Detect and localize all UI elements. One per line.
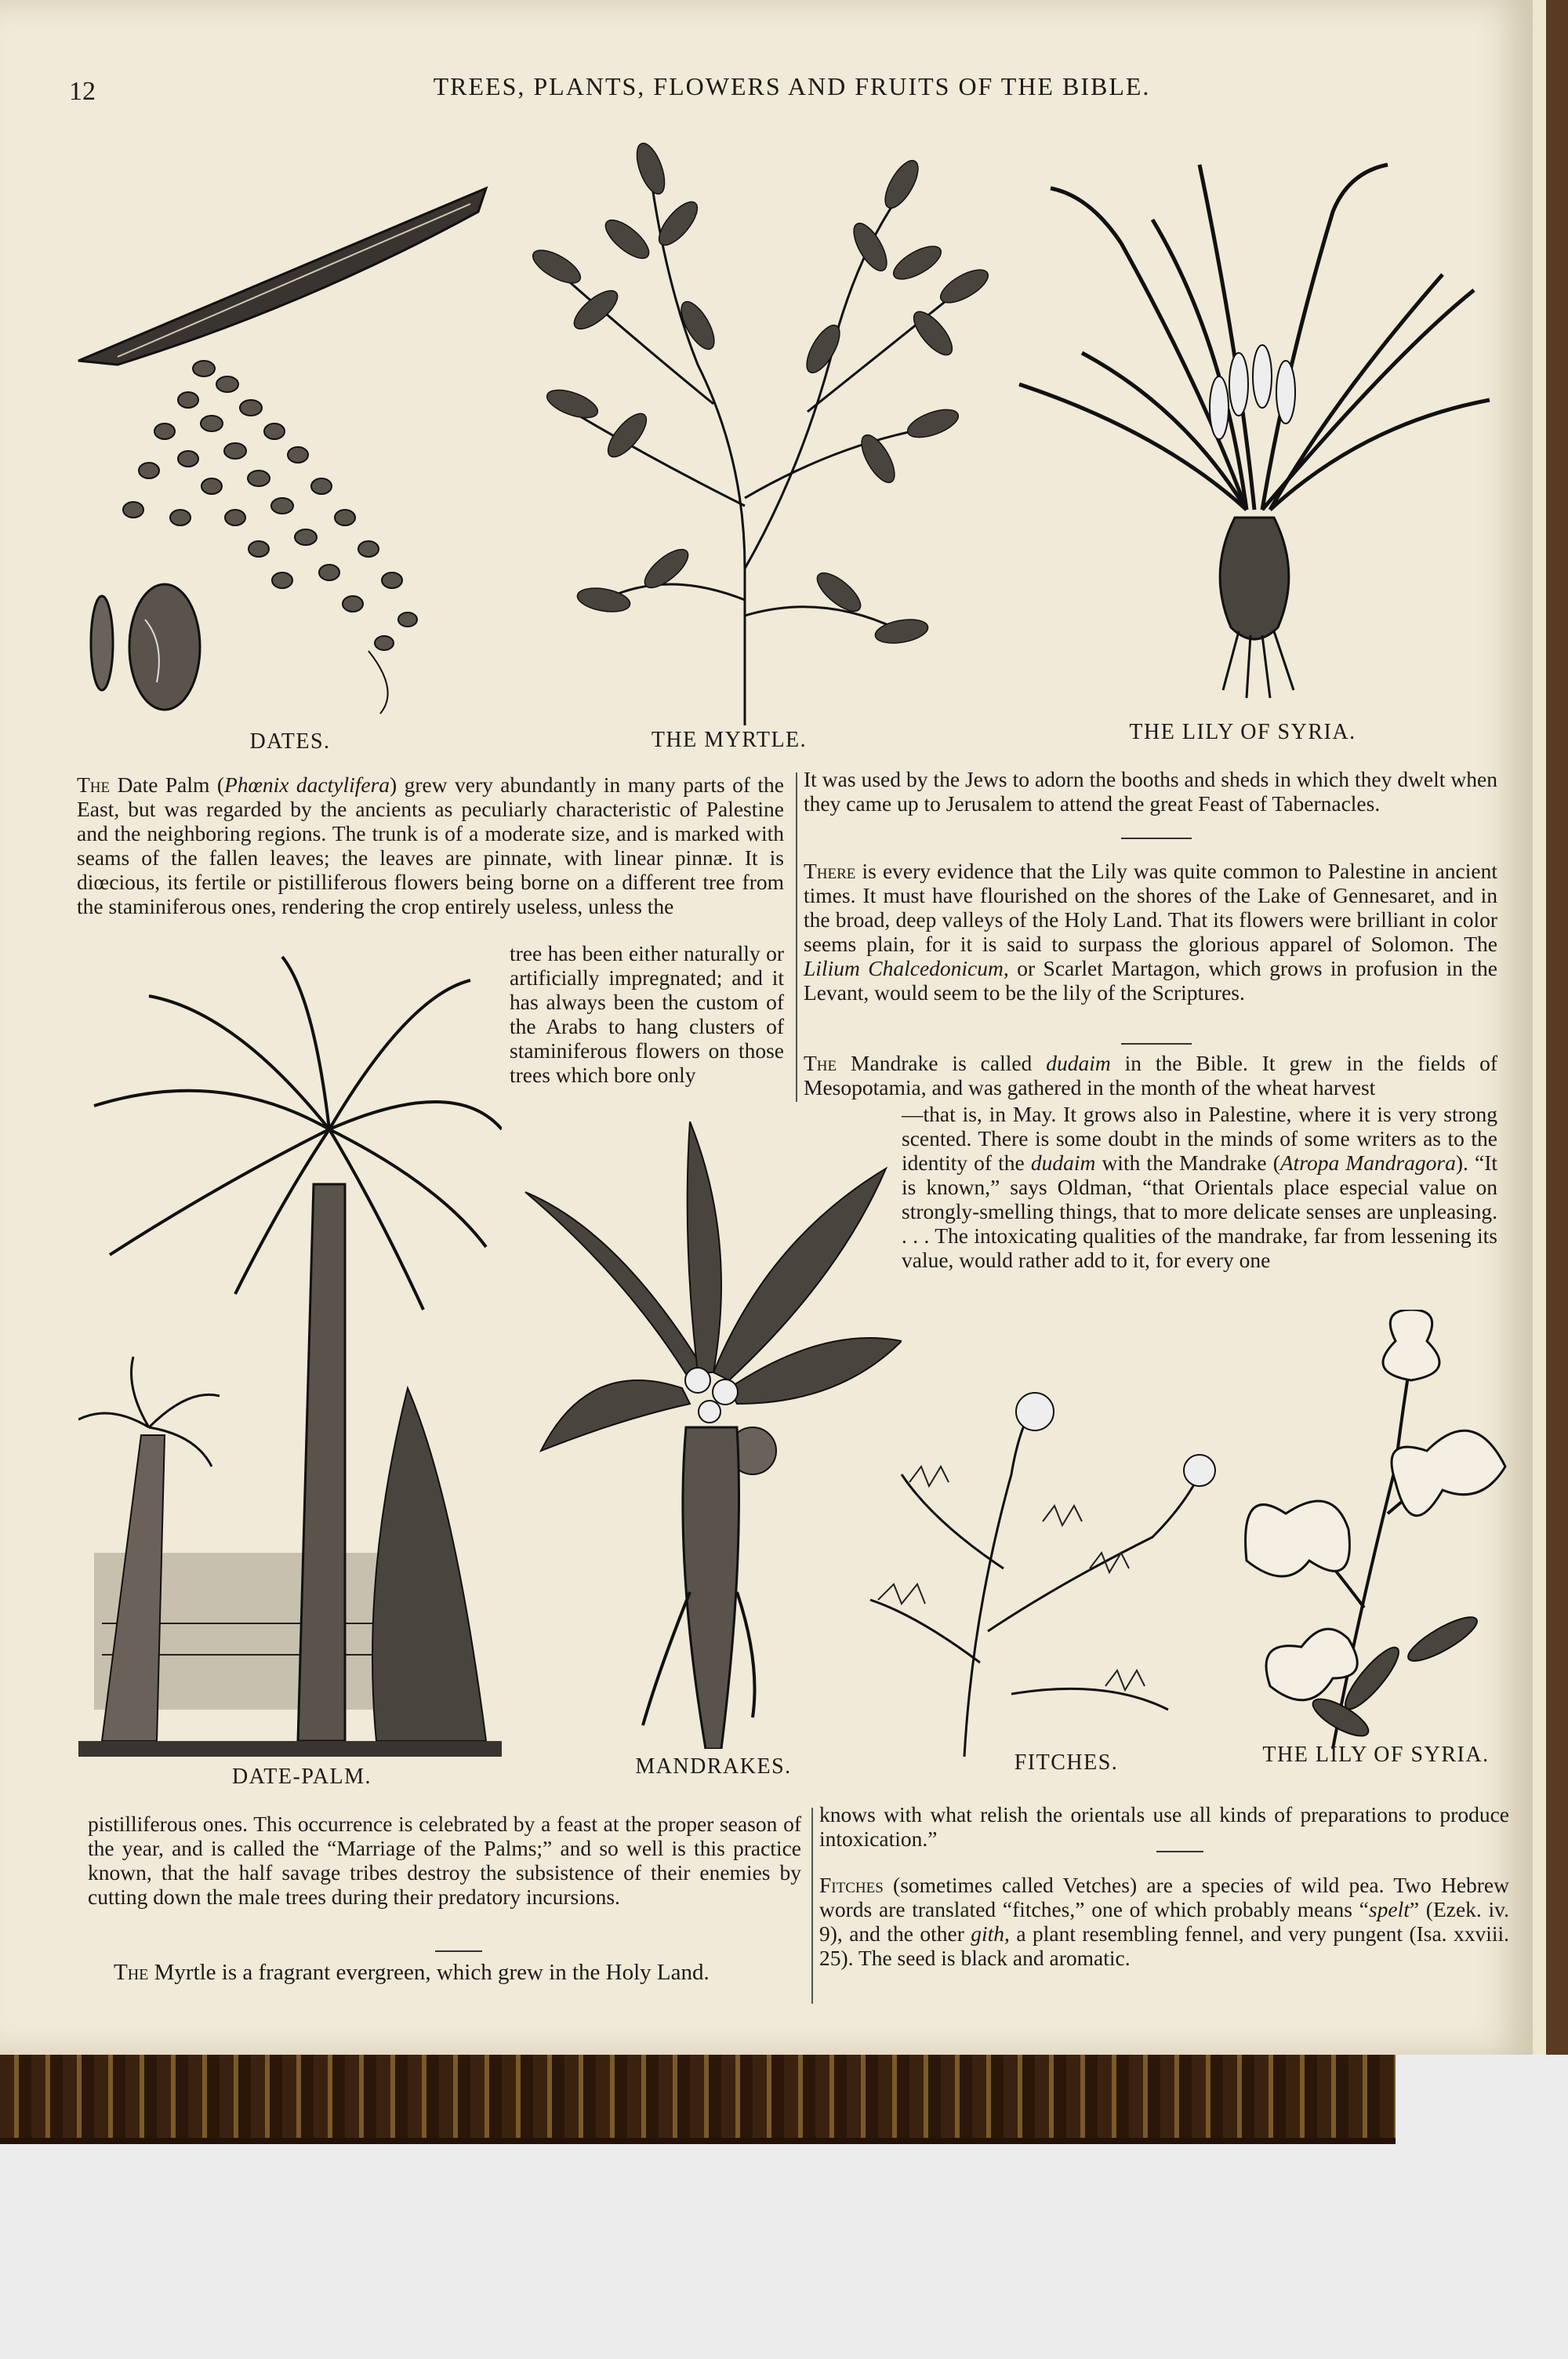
- fitches-text-a: (sometimes called Vetches) are a species of wild pea. Two Hebrew words are translated “fitches,” one of which probably means “: [819, 1873, 1509, 1921]
- mandrake-paragraph-b: [902, 1102, 1497, 1272]
- dates-caption: DATES.: [249, 729, 331, 754]
- lily-paragraph: [804, 859, 1497, 1005]
- myrtle-caption: THE MYRTLE.: [651, 728, 808, 752]
- fitches-illustration: [855, 1380, 1231, 1757]
- myrtle-text: Myrtle is a fragrant evergreen, which grew in the Holy Land.: [154, 1960, 710, 1985]
- lily-text-b: or Scarlet Martagon, which grows in profusion in the Levant, would seem to be the lily of the Scriptures.: [804, 956, 1497, 1005]
- myrtle-illustration: [510, 129, 996, 725]
- lily-of-syria-top-illustration: [1004, 149, 1505, 714]
- mandrake-text-c: —that is, in May. It grows also in Palestine, where it is very strong scented. There is some doubt in the minds of some writers as to the identity of the: [902, 1102, 1497, 1175]
- fitches-text-c: a plant resembling fennel, and very pungent (Isa. xxviii. 25). The seed is black and aromatic.: [819, 1921, 1510, 1970]
- date-palm-text-b: ) grew very abundantly in many parts of the East, but was regarded by the ancients as peculiarly characteristic of Palestine and the neighboring regions. The trunk is of a moderate size, and is marked with seams of the fallen leaves; the leaves are pinnate, with linear pinnæ. It is diœcious, its fertile or pistilliferous flowers being borne on a different tree from the staminiferous ones, rendering the crop entirely useless, unless the: [77, 772, 785, 918]
- myrtle-paragraph: [114, 1961, 804, 1985]
- date-palm-lead: The: [77, 772, 111, 797]
- date-palm-paragraph-wrap: tree has been either naturally or artificially impregnated; and it has always been the custom of the Arabs to hang clusters of staminiferous flowers on those trees which bore only: [510, 941, 784, 1087]
- fitches-caption: FITCHES.: [1014, 1750, 1119, 1775]
- fitches-lead: Fitches: [819, 1873, 884, 1897]
- mandrakes-illustration: [510, 1121, 902, 1749]
- lily-latin: Lilium Chalcedonicum,: [804, 956, 1009, 980]
- page-number: 12: [69, 77, 96, 106]
- fitches-paragraph: [819, 1873, 1509, 1970]
- dates-illustration: [71, 180, 510, 729]
- separator-rule: [435, 1950, 482, 1952]
- date-palm-illustration: [78, 949, 502, 1757]
- date-palm-paragraph-end: pistilliferous ones. This occurrence is celebrated by a feast at the proper season of the year, and is called the “Marriage of the Palms;” and so well is this practice known, that the half savage tribes destroy the subsistence of their enemies by cutting down the male trees during their predatory incursions.: [88, 1812, 801, 1909]
- mandrake-text-e: ). “It is known,” says Oldman, “that Orientals place especial value on strongly-smelling things, that to more delicate senses are unpleasing. . . . The intoxicating qualities of the mandrake, far from lessening its value, would rather add to it, for every one: [902, 1150, 1498, 1272]
- lily-text-a: is every evidence that the Lily was quite common to Palestine in ancient times. It must have flourished on the shores of the Lake of Gennesaret, and in the broad, deep valleys of the Holy Land. That its flowers were brilliant in color seems plain, for it is said to surpass the glorious apparel of Solomon. The: [804, 859, 1497, 956]
- fitches-spelt: spelt: [1368, 1897, 1410, 1921]
- lily-of-syria-bottom-caption: THE LILY OF SYRIA.: [1262, 1743, 1490, 1767]
- myrtle-continued-paragraph: It was used by the Jews to adorn the booths and sheds in which they dwelt when they came up to Jerusalem to attend the great Feast of Tabernacles.: [804, 767, 1497, 816]
- column-rule-bottom: [811, 1808, 813, 2004]
- mandrake-text-a: Mandrake is called: [851, 1051, 1033, 1075]
- mandrake-lead: The: [804, 1051, 837, 1075]
- separator-rule: [1156, 1851, 1203, 1852]
- mandrake-dudaim-2: dudaim: [1030, 1150, 1096, 1175]
- lily-of-syria-bottom-illustration: [1239, 1310, 1513, 1749]
- fitches-gith: gith,: [971, 1921, 1010, 1946]
- myrtle-lead: The: [114, 1960, 149, 1985]
- column-rule-top: [796, 772, 797, 1102]
- separator-rule: [1121, 838, 1192, 839]
- running-head: TREES, PLANTS, FLOWERS AND FRUITS OF THE BIBLE.: [433, 72, 1151, 100]
- mandrake-paragraph-end: knows with what relish the orientals use all kinds of preparations to produce intoxication.”: [819, 1802, 1509, 1851]
- mandrake-paragraph-a: [804, 1051, 1497, 1100]
- lily-of-syria-top-caption: THE LILY OF SYRIA.: [1129, 720, 1356, 744]
- book-binding: [0, 2039, 1396, 2144]
- fitches-text-b: ” (Ezek. iv. 9), and the other: [819, 1897, 1510, 1946]
- date-palm-latin: Phœnix dactylifera: [224, 772, 390, 797]
- date-palm-paragraph-top: [77, 772, 784, 918]
- mandrake-dudaim: dudaim: [1046, 1051, 1111, 1075]
- mandrake-text-d: with the Mandrake (: [1102, 1150, 1280, 1175]
- date-palm-caption: DATE-PALM.: [231, 1765, 372, 1789]
- lily-lead: There: [804, 859, 856, 883]
- mandrakes-caption: MANDRAKES.: [635, 1754, 792, 1779]
- date-palm-text-a: Date Palm (: [117, 772, 224, 797]
- separator-rule: [1121, 1043, 1192, 1045]
- mandrake-latin: Atropa Mandragora: [1279, 1150, 1456, 1175]
- mandrake-text-b: in the Bible. It grew in the fields of Mesopotamia, and was gathered in the month of the wheat harvest: [804, 1051, 1498, 1100]
